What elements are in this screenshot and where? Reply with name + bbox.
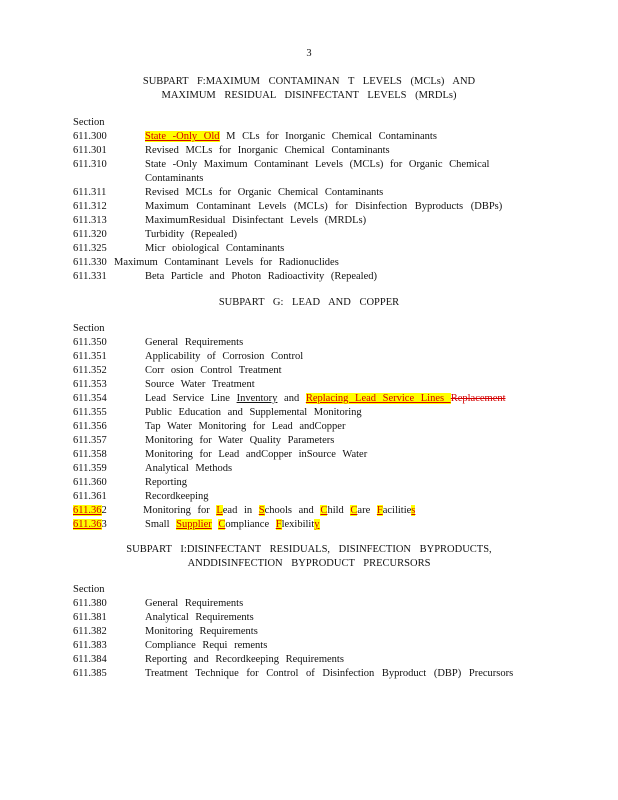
section-number: 611.361 (73, 491, 107, 502)
section-title: Tap Water Monitoring for Lead andCopper (145, 421, 346, 432)
section-title: Revised MCLs for Inorganic Chemical Contaminants (145, 145, 390, 156)
section-number: 611.325 (73, 243, 107, 254)
section-number: 611.312 (73, 201, 107, 212)
section-number: 611.330 (73, 257, 107, 268)
highlighted-text: Replacing Lead Service Lines (305, 393, 451, 404)
section-title: Lead Service Line Inventory and Replacing Lead Service Lines Replacement (145, 393, 506, 404)
section-title: Beta Particle and Photon Radioactivity (Repealed) (145, 271, 377, 282)
section-title: Public Education and Supplemental Monitoring (145, 407, 362, 418)
section-number: 611.311 (73, 187, 107, 198)
section-number: 611.353 (73, 379, 107, 390)
section-title: Compliance Requi rements (145, 640, 268, 651)
section-number: 611.320 (73, 229, 107, 240)
section-title: State -Only Old M CLs for Inorganic Chemical Contaminants (145, 131, 437, 142)
subpart-f-heading-line2: MAXIMUM RESIDUAL DISINFECTANT LEVELS (MRDLs) (161, 90, 457, 101)
section-number: 611.383 (73, 640, 107, 651)
section-number: 611.380 (73, 598, 107, 609)
section-title: General Requirements (145, 598, 244, 609)
section-number: 611.359 (73, 463, 107, 474)
section-title: MaximumResidual Disinfectant Levels (MRDLs) (145, 215, 367, 226)
highlighted-text: State -Only Old (145, 131, 220, 142)
section-title: Revised MCLs for Organic Chemical Contaminants (145, 187, 384, 198)
section-label-i: Section (73, 584, 105, 595)
subpart-f-heading-line1: SUBPART F:MAXIMUM CONTAMINAN T LEVELS (MCLs) AND (142, 76, 476, 87)
section-number: 611.382 (73, 626, 107, 637)
section-label-g: Section (73, 323, 105, 334)
section-title: Turbidity (Repealed) (145, 229, 237, 240)
section-title: Corr osion Control Treatment (145, 365, 282, 376)
inserted-text: Inventory (236, 393, 278, 404)
section-title: Reporting (145, 477, 187, 488)
section-number: 611.301 (73, 145, 107, 156)
section-number: 611.350 (73, 337, 107, 348)
section-title: Maximum Contaminant Levels (MCLs) for Disinfection Byproducts (DBPs) (145, 201, 503, 212)
section-label-f: Section (73, 117, 105, 128)
section-title: Monitoring for Water Quality Parameters (145, 435, 335, 446)
section-number: 611.384 (73, 654, 107, 665)
section-number: 611.313 (73, 215, 107, 226)
section-number: 611.354 (73, 393, 107, 404)
section-number: 611.352 (73, 365, 107, 376)
section-title-continuation: Contaminants (145, 173, 204, 184)
section-title: General Requirements (145, 337, 244, 348)
section-number: 611.360 (73, 477, 107, 488)
section-title: Analytical Methods (145, 463, 233, 474)
section-title-new: Small Supplier Compliance Flexibility (145, 519, 320, 530)
page-number: 3 (306, 48, 312, 59)
section-number: 611.331 (73, 271, 107, 282)
section-number: 611.356 (73, 421, 107, 432)
section-title: Reporting and Recordkeeping Requirements (145, 654, 344, 665)
section-title: Analytical Requirements (145, 612, 254, 623)
section-number-new: 611.363 (73, 519, 107, 530)
section-title: Monitoring Requirements (145, 626, 258, 637)
section-title: Monitoring for Lead andCopper inSource Water (145, 449, 368, 460)
section-number: 611.351 (73, 351, 107, 362)
section-number: 611.357 (73, 435, 107, 446)
section-title: Maximum Contaminant Levels for Radionuclides (114, 257, 339, 268)
subpart-i-heading-line2: ANDDISINFECTION BYPRODUCT PRECURSORS (187, 558, 431, 569)
section-number: 611.355 (73, 407, 107, 418)
section-number: 611.358 (73, 449, 107, 460)
section-number: 611.300 (73, 131, 107, 142)
section-number: 611.385 (73, 668, 107, 679)
section-title: Applicability of Corrosion Control (145, 351, 304, 362)
section-number: 611.310 (73, 159, 107, 170)
section-number: 611.381 (73, 612, 107, 623)
section-title: Treatment Technique for Control of Disinfection Byproduct (DBP) Precursors (145, 668, 514, 679)
deleted-text: Replacement (450, 393, 506, 404)
section-title: Recordkeeping (145, 491, 209, 502)
section-title-new: Monitoring for Lead in Schools and Child Care Facilities (143, 505, 416, 516)
subpart-g-heading: SUBPART G: LEAD AND COPPER (218, 297, 400, 308)
section-title: Source Water Treatment (145, 379, 255, 390)
section-title: Micr obiological Contaminants (145, 243, 285, 254)
section-title: State -Only Maximum Contaminant Levels (MCLs) for Organic Chemical (145, 159, 490, 170)
subpart-i-heading-line1: SUBPART I:DISINFECTANT RESIDUALS, DISINFECTION BYPRODUCTS, (126, 544, 492, 555)
section-number-new: 611.362 (73, 505, 107, 516)
